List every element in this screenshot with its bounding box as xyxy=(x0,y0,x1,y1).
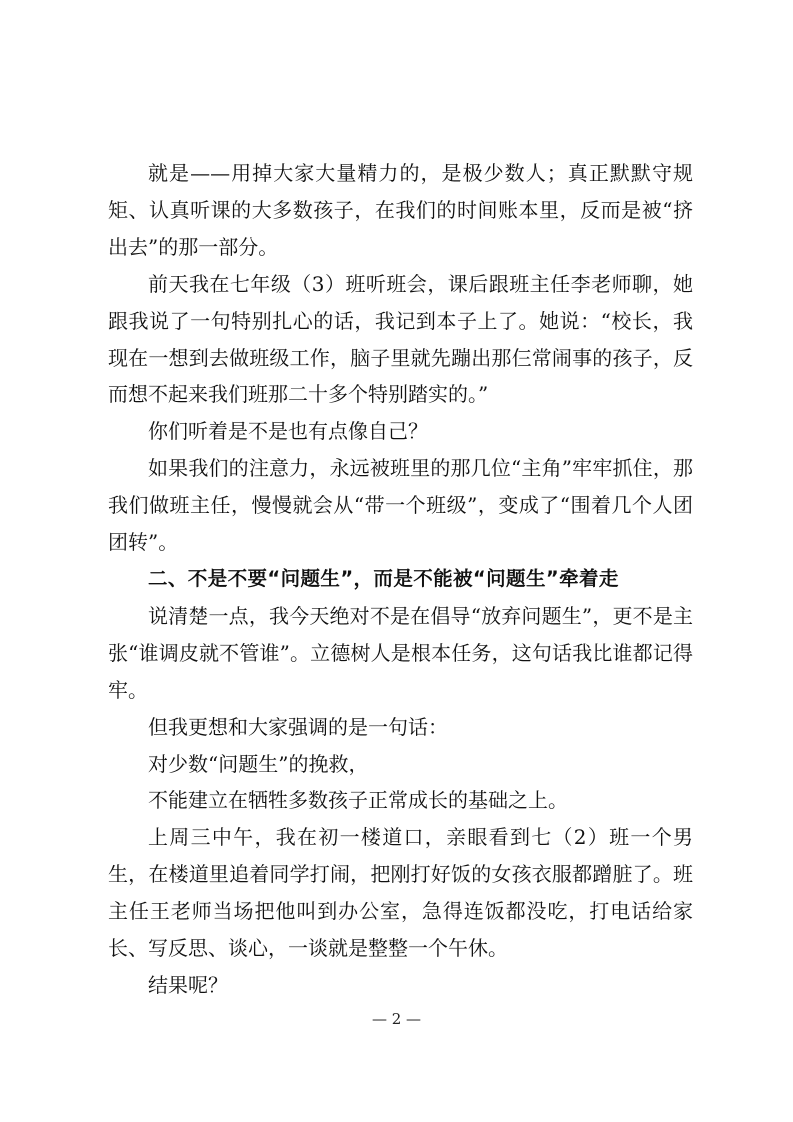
paragraph: 说清楚一点，我今天绝对不是在倡导“放弃问题生”，更不是主张“谁调皮就不管谁”。立德树人是根本任务，这句话我比谁都记得牢。 xyxy=(108,603,693,702)
paragraph: 你们听着是不是也有点像自己？ xyxy=(148,419,428,444)
paragraph: 结果呢？ xyxy=(148,972,228,997)
paragraph: 如果我们的注意力，永远被班里的那几位“主角”牢牢抓住，那我们做班主任，慢慢就会从“带一个班级”，变成了“围着几个人团团转”。 xyxy=(108,456,693,555)
paragraph: 但我更想和大家强调的是一句话： xyxy=(148,714,448,739)
page-number: — 2 — xyxy=(371,1010,422,1028)
document-body xyxy=(108,155,693,1004)
paragraph: 上周三中午，我在初一楼道口，亲眼看到七（2）班一个男生，在楼道里追着同学打闹，把刚打好饭的女孩衣服都蹭脏了。班主任王老师当场把他叫到办公室，急得连饭都没吃，打电话给家长、写反思、谈心，一谈就是整整一个午休。 xyxy=(108,825,693,961)
paragraph: 就是——用掉大家大量精力的，是极少数人；真正默默守规矩、认真听课的大多数孩子，在我们的时间账本里，反而是被“挤出去”的那一部分。 xyxy=(108,161,693,259)
paragraph: 不能建立在牺牲多数孩子正常成长的基础之上。 xyxy=(148,788,568,813)
section-heading: 二、不是不要“问题生”，而是不能被“问题生”牵着走 xyxy=(148,566,619,590)
paragraph: 前天我在七年级（3）班听班会，课后跟班主任李老师聊，她跟我说了一句特别扎心的话，我记到本子上了。她说：“校长，我现在一想到去做班级工作，脑子里就先蹦出那仨常闹事的孩子，反而想不起来我们班那二十多个特别踏实的。” xyxy=(108,271,693,407)
paragraph: 对少数“问题生”的挽救， xyxy=(148,751,369,776)
